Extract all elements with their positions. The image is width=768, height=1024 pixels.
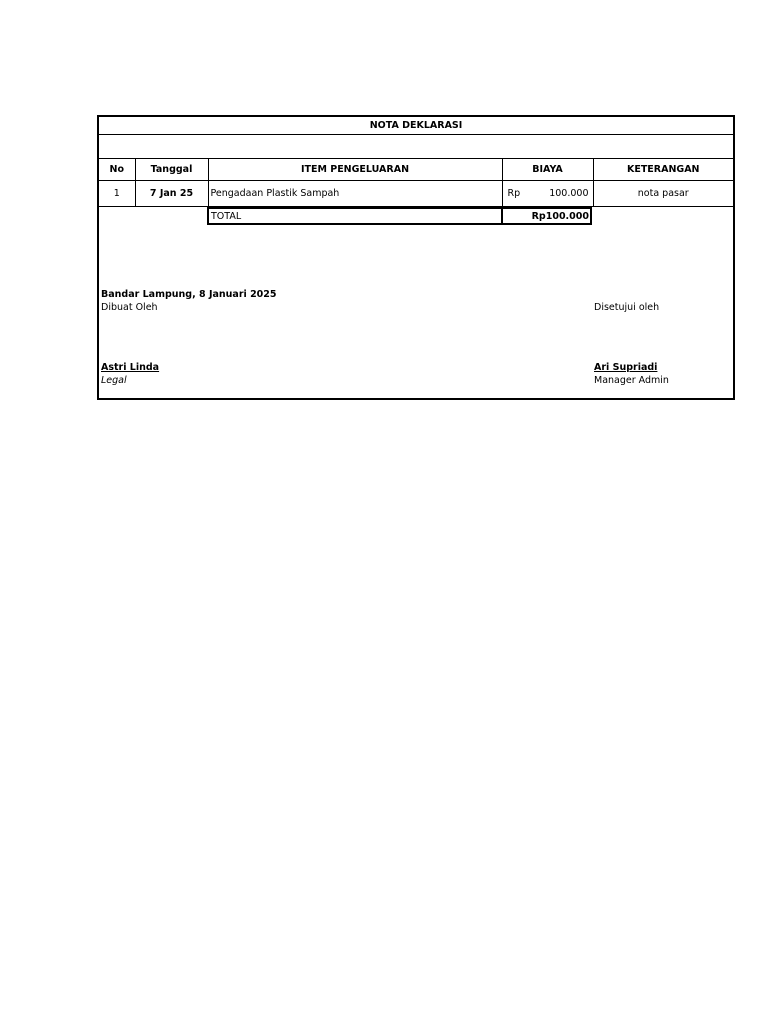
- total-label: TOTAL: [211, 211, 242, 222]
- cell-item: Pengadaan Plastik Sampah: [208, 181, 502, 207]
- column-header-keterangan: KETERANGAN: [593, 159, 733, 181]
- declaration-note-document: [97, 115, 735, 400]
- document-title: NOTA DEKLARASI: [99, 117, 733, 135]
- column-header-no: No: [99, 159, 135, 181]
- cell-tanggal: 7 Jan 25: [135, 181, 208, 207]
- place-date: Bandar Lampung, 8 Januari 2025: [101, 289, 277, 300]
- expense-table: [99, 158, 733, 207]
- total-value-cell: [501, 207, 592, 225]
- total-value: Rp100.000: [531, 211, 589, 222]
- column-header-tanggal: Tanggal: [135, 159, 208, 181]
- approver-role: Manager Admin: [594, 375, 669, 386]
- cell-biaya-currency: Rp: [507, 188, 521, 199]
- cell-biaya-amount: 100.000: [549, 188, 589, 199]
- total-row: [207, 207, 592, 225]
- cell-no: 1: [99, 181, 135, 207]
- table-header-row: [99, 159, 733, 181]
- cell-biaya: [502, 181, 593, 207]
- maker-role: Legal: [101, 375, 127, 386]
- maker-name: Astri Linda: [101, 362, 160, 373]
- cell-keterangan: nota pasar: [593, 181, 733, 207]
- table-row: [99, 181, 733, 207]
- blank-row: [99, 135, 733, 158]
- approved-by-label: Disetujui oleh: [594, 302, 660, 313]
- column-header-item: ITEM PENGELUARAN: [208, 159, 502, 181]
- made-by-label: Dibuat Oleh: [101, 302, 158, 313]
- approver-name: Ari Supriadi: [594, 362, 658, 373]
- column-header-biaya: BIAYA: [502, 159, 593, 181]
